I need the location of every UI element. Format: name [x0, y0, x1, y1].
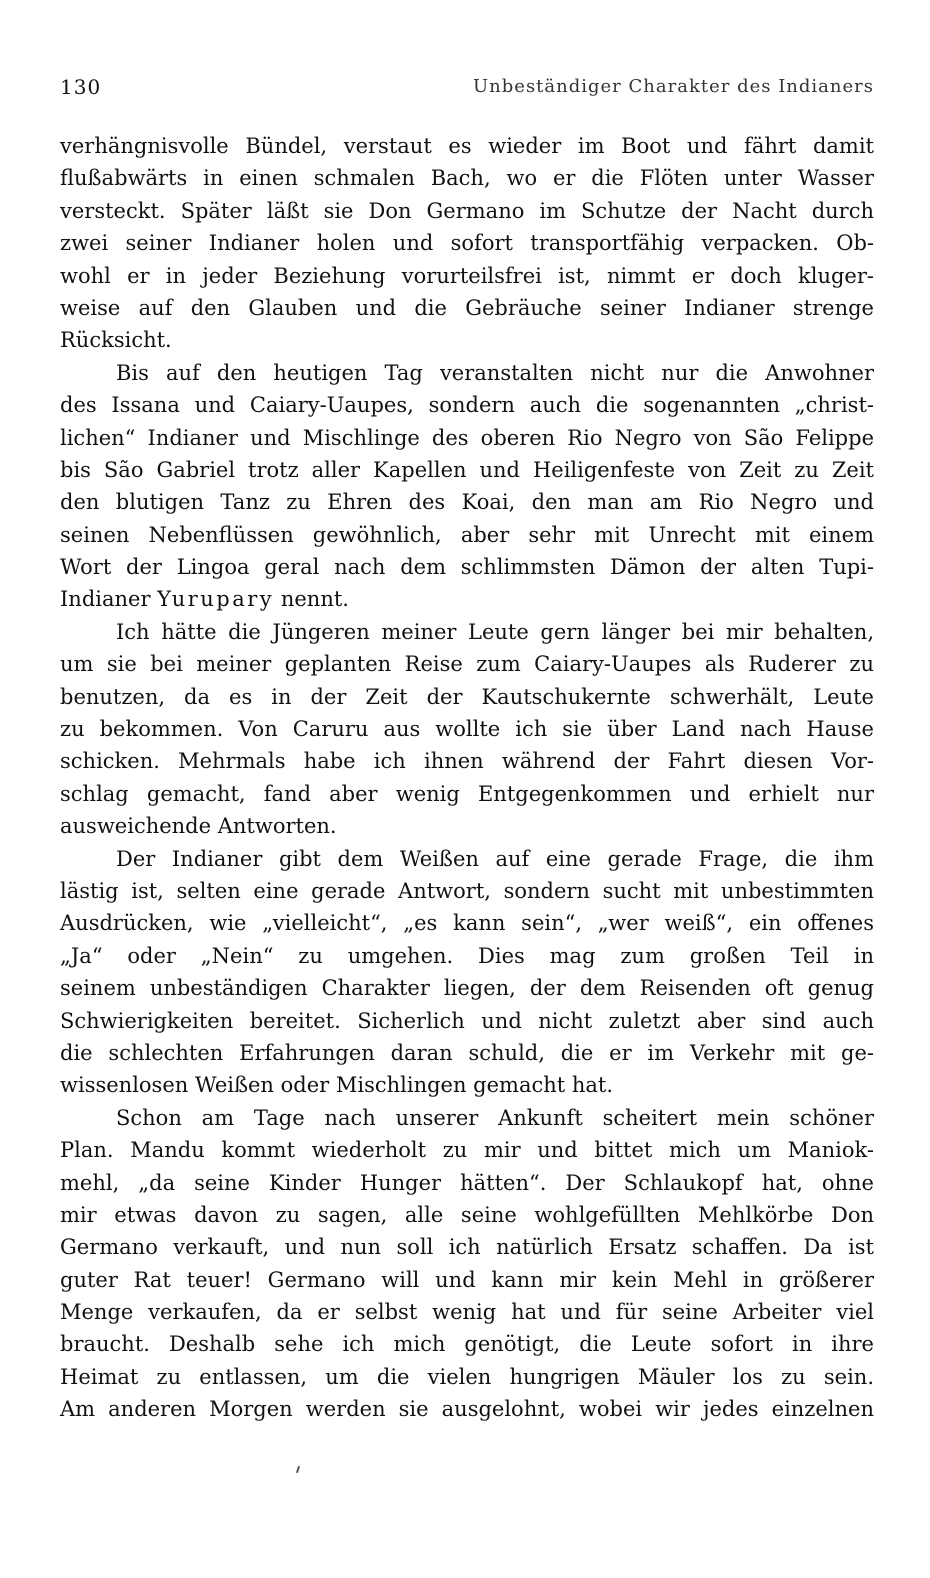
text-run: Indianer	[60, 587, 158, 612]
text-line: Am anderen Morgen werden sie ausgelohnt, wobei wir jedes einzelnen	[60, 1397, 874, 1422]
paragraph	[60, 843, 874, 1102]
text-line: versteckt. Später läßt sie Don Germano im Schutze der Nacht durch	[60, 198, 874, 223]
text-line: seinen Nebenflüssen gewöhnlich, aber sehr mit Unrecht mit einem	[60, 522, 874, 547]
paragraph	[60, 130, 874, 357]
text-line: schicken. Mehrmals habe ich ihnen während der Fahrt diesen Vor-	[60, 749, 874, 774]
spaced-name-yurupary: Yurupary	[157, 587, 275, 612]
text-line: braucht. Deshalb sehe ich mich genötigt, die Leute sofort in ihre	[60, 1332, 874, 1357]
paragraph	[60, 357, 874, 616]
text-line: bis São Gabriel trotz aller Kapellen und Heiligenfeste von Zeit zu Zeit	[60, 457, 874, 482]
text-line: flußabwärts in einen schmalen Bach, wo er die Flöten unter Wasser	[60, 166, 874, 191]
text-line: Menge verkaufen, da er selbst wenig hat und für seine Arbeiter viel	[60, 1300, 874, 1325]
print-speck	[296, 1466, 300, 1473]
text-line: Schwierigkeiten bereitet. Sicherlich und nicht zuletzt aber sind auch	[60, 1008, 874, 1033]
text-line: wohl er in jeder Beziehung vorurteilsfrei ist, nimmt er doch kluger-	[60, 263, 874, 288]
text-line: um sie bei meiner geplanten Reise zum Caiary-Uaupes als Ruderer zu	[60, 652, 874, 677]
text-line: lichen“ Indianer und Mischlinge des oberen Rio Negro von São Felippe	[60, 425, 874, 450]
text-line: guter Rat teuer! Germano will und kann mir kein Mehl in größerer	[60, 1267, 874, 1292]
text-line: Schon am Tage nach unserer Ankunft scheitert mein schöner	[116, 1105, 874, 1130]
text-line: lästig ist, selten eine gerade Antwort, sondern sucht mit unbestimmten	[60, 878, 874, 903]
text-line: zu bekommen. Von Caruru aus wollte ich sie über Land nach Hause	[60, 717, 874, 742]
text-line: schlag gemacht, fand aber wenig Entgegenkommen und erhielt nur	[60, 781, 874, 806]
text-line: Rücksicht.	[60, 328, 172, 353]
text-line: Bis auf den heutigen Tag veranstalten nicht nur die Anwohner	[116, 360, 874, 385]
text-line: mehl, „da seine Kinder Hunger hätten“. Der Schlaukopf hat, ohne	[60, 1170, 874, 1195]
paragraph	[60, 1102, 874, 1426]
page-header	[60, 70, 874, 104]
text-line	[60, 583, 874, 615]
text-line: weise auf den Glauben und die Gebräuche seiner Indianer strenge	[60, 295, 874, 320]
body-text	[60, 130, 874, 1426]
text-line: ausweichende Antworten.	[60, 814, 337, 839]
text-line: benutzen, da es in der Zeit der Kautschukernte schwerhält, Leute	[60, 684, 874, 709]
text-line: „Ja“ oder „Nein“ zu umgehen. Dies mag zum großen Teil in	[60, 943, 874, 968]
paragraph	[60, 616, 874, 843]
page-number: 130	[60, 75, 102, 99]
text-line: mir etwas davon zu sagen, alle seine wohlgefüllten Mehlkörbe Don	[60, 1202, 874, 1227]
text-line: die schlechten Erfahrungen daran schuld, die er im Verkehr mit ge-	[60, 1040, 874, 1065]
running-head: Unbeständiger Charakter des Indianers	[473, 76, 874, 97]
text-line: seinem unbeständigen Charakter liegen, der dem Reisenden oft genug	[60, 976, 874, 1001]
text-line: wissenlosen Weißen oder Mischlingen gemacht hat.	[60, 1073, 614, 1098]
text-line: Ausdrücken, wie „vielleicht“, „es kann sein“, „wer weiß“, ein offenes	[60, 911, 874, 936]
text-line: Wort der Lingoa geral nach dem schlimmsten Dämon der alten Tupi-	[60, 555, 874, 580]
text-line: den blutigen Tanz zu Ehren des Koai, den man am Rio Negro und	[60, 490, 874, 515]
text-run: nennt.	[274, 587, 349, 612]
text-line: Ich hätte die Jüngeren meiner Leute gern länger bei mir behalten,	[116, 619, 874, 644]
text-line: des Issana und Caiary-Uaupes, sondern auch die sogenannten „christ-	[60, 393, 874, 418]
text-line: verhängnisvolle Bündel, verstaut es wieder im Boot und fährt damit	[60, 134, 874, 158]
text-line: Heimat zu entlassen, um die vielen hungrigen Mäuler los zu sein.	[60, 1364, 874, 1389]
text-line: Germano verkauft, und nun soll ich natürlich Ersatz schaffen. Da ist	[60, 1235, 874, 1260]
text-line: Plan. Mandu kommt wiederholt zu mir und bittet mich um Maniok-	[60, 1138, 874, 1163]
text-line: zwei seiner Indianer holen und sofort transportfähig verpacken. Ob-	[60, 231, 874, 256]
text-line: Der Indianer gibt dem Weißen auf eine gerade Frage, die ihm	[116, 846, 874, 871]
